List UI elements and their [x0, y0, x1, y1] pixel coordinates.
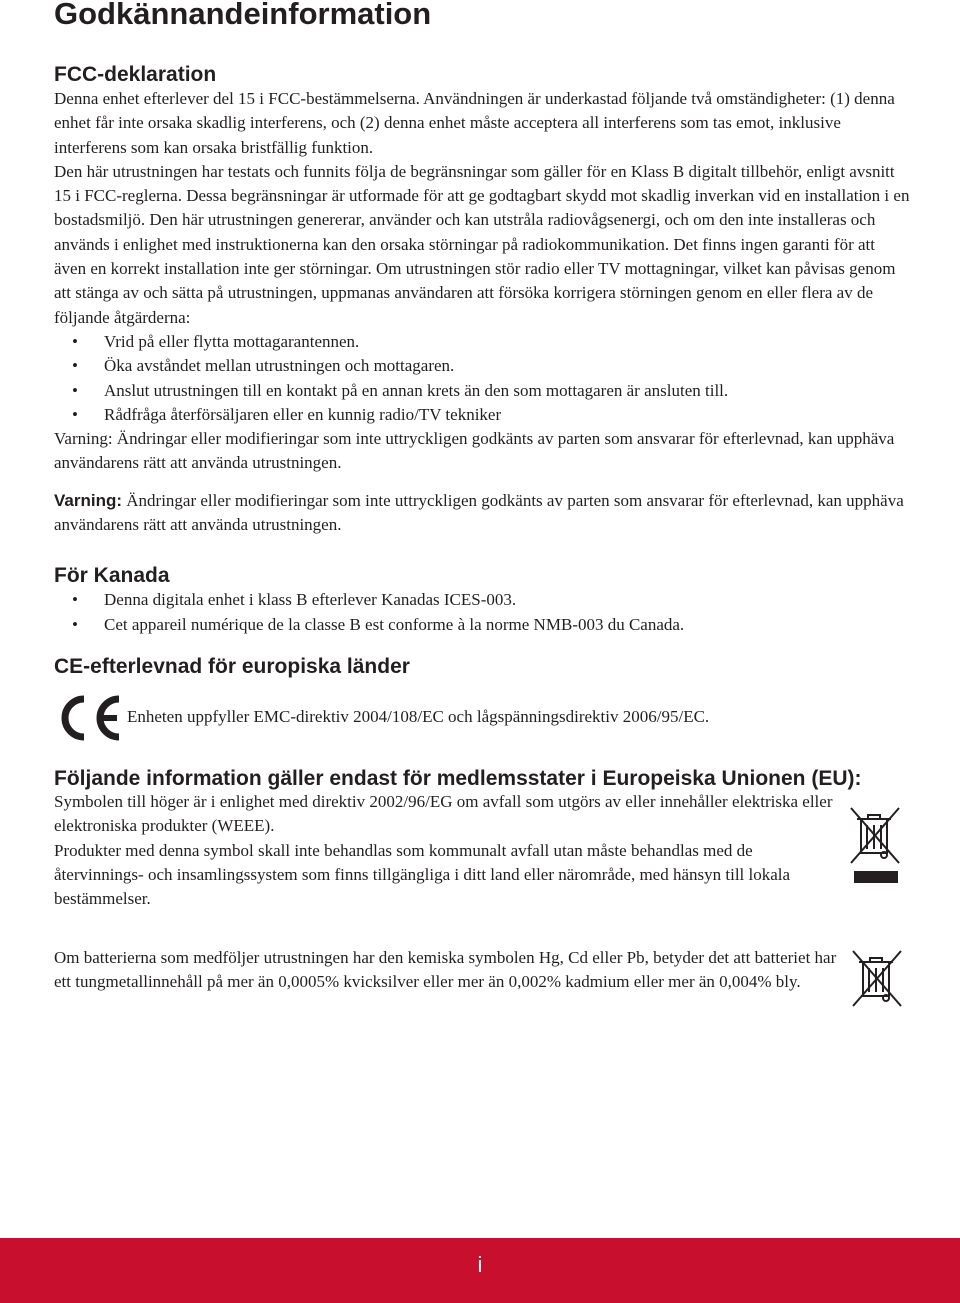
eu-heading-wrap	[54, 766, 924, 791]
fcc-body-part2: Dessa begränsningar är utformade för att ge godtagbart skydd mot skadlig inverkan vid en installation i en bostadsmiljö. Den här utrustningen genererar, använder och kan utstråla radiovågsenergi, och om den inte installeras och används i enlighet med instruktionerna kan den orsaka störningar på radiokommunikation. Det finns ingen garanti för att även en korrekt installation inte ger störningar. Om utrustningen stör radio eller TV mottagningar, vilket kan påvisas genom att stänga av och sätta på utrustningen, uppmanas användaren att försöka korrigera störningen genom en eller flera av de följande åtgärderna:	[54, 186, 910, 327]
bullet-icon: •	[72, 590, 78, 610]
ce-text: Enheten uppfyller EMC-direktiv 2004/108/EC och lågspänningsdirektiv 2006/95/EC.	[127, 707, 710, 726]
weee-battery-icon	[850, 948, 904, 1013]
ce-heading: CE-efterlevnad för europiska länder	[54, 654, 410, 678]
warning-text: Ändringar eller modifieringar som inte uttryckligen godkänts av parten som ansvarar för efterlevnad, kan upphäva användarens rätt att använda utrustningen.	[54, 490, 904, 535]
fcc-intro	[54, 87, 910, 160]
eu-heading: Följande information gäller endast för medlemsstater i Europeiska Unionen (EU):	[54, 767, 862, 790]
list-item	[54, 354, 910, 378]
list-item	[54, 588, 910, 612]
main-content	[54, 62, 910, 679]
list-item	[54, 403, 910, 427]
list-item-text: Rådfråga återförsäljaren eller en kunnig radio/TV tekniker	[104, 404, 502, 424]
fcc-intro-text: Denna enhet efterlever del 15 i FCC-bestämmelserna. Användningen är underkastad följande två omständigheter: (1) denna enhet får inte orsaka skadlig interferens, och (2) denna enhet måste acceptera all interferens som tas emot, inklusive interferens som kan orsaka bristfällig funktion.	[54, 89, 895, 157]
fcc-body-part1: Den här utrustningen har testats och funnits följa de begränsningar som gäller för en Klass B digitalt tillbehör, enligt avsnitt 15 i FCC-reglerna.	[54, 161, 895, 206]
fcc-warning-plain: Varning: Ändringar eller modifieringar som inte uttryckligen godkänts av parten som ansvarar för efterlevnad, kan upphäva användarens rätt att använda utrustningen.	[54, 429, 895, 473]
page-title: Godkännandeinformation	[54, 0, 432, 31]
page-footer	[0, 1238, 960, 1303]
fcc-body	[54, 160, 910, 330]
bullet-icon: •	[72, 614, 78, 634]
warning-label: Varning:	[54, 490, 123, 510]
battery-text: Om batterierna som medföljer utrustningen har den kemiska symbolen Hg, Cd eller Pb, betyder det att batteriet har ett tungmetallinnehåll på mer än 0,0005% kvicksilver eller mer än 0,002% kadmium eller mer än 0,004% bly.	[54, 948, 837, 992]
fcc-heading: FCC-deklaration	[54, 63, 217, 86]
bullet-icon: •	[72, 356, 78, 376]
canada-heading: För Kanada	[54, 564, 170, 588]
list-item-text: Anslut utrustningen till en kontakt på en annan krets än den som mottagaren är ansluten till.	[104, 380, 729, 400]
bullet-icon: •	[72, 404, 78, 424]
eu-para1: Symbolen till höger är i enlighet med direktiv 2002/96/EG om avfall som utgörs av eller innehåller elektriska eller elektroniska produkter (WEEE).	[54, 792, 833, 836]
list-item	[54, 379, 910, 403]
list-item	[54, 613, 910, 637]
list-item-text: Vrid på eller flytta mottagarantennen.	[104, 331, 360, 351]
eu-para2: Produkter med denna symbol skall inte behandlas som kommunalt avfall utan måste behandlas med de återvinnings- och insamlingssystem som finns tillgängliga i ditt land eller närområde, med hänsyn till lokala bestämmelser.	[54, 840, 791, 909]
fcc-bullet-list	[54, 330, 910, 427]
list-item	[54, 330, 910, 354]
ce-mark-icon	[54, 693, 124, 743]
weee-icon	[848, 805, 902, 892]
battery-text-block	[54, 946, 844, 995]
list-item-text: Öka avståndet mellan utrustningen och mottagaren.	[104, 356, 455, 376]
fcc-warning	[54, 489, 910, 538]
eu-text	[54, 790, 844, 911]
ce-row	[54, 693, 710, 743]
bullet-icon: •	[72, 331, 78, 351]
bullet-icon: •	[72, 380, 78, 400]
page-number: i	[477, 1252, 483, 1277]
canada-bullet-list	[54, 588, 910, 637]
list-item-text: Cet appareil numérique de la classe B est conforme à la norme NMB-003 du Canada.	[104, 614, 685, 634]
list-item-text: Denna digitala enhet i klass B efterlever Kanadas ICES-003.	[104, 590, 517, 610]
